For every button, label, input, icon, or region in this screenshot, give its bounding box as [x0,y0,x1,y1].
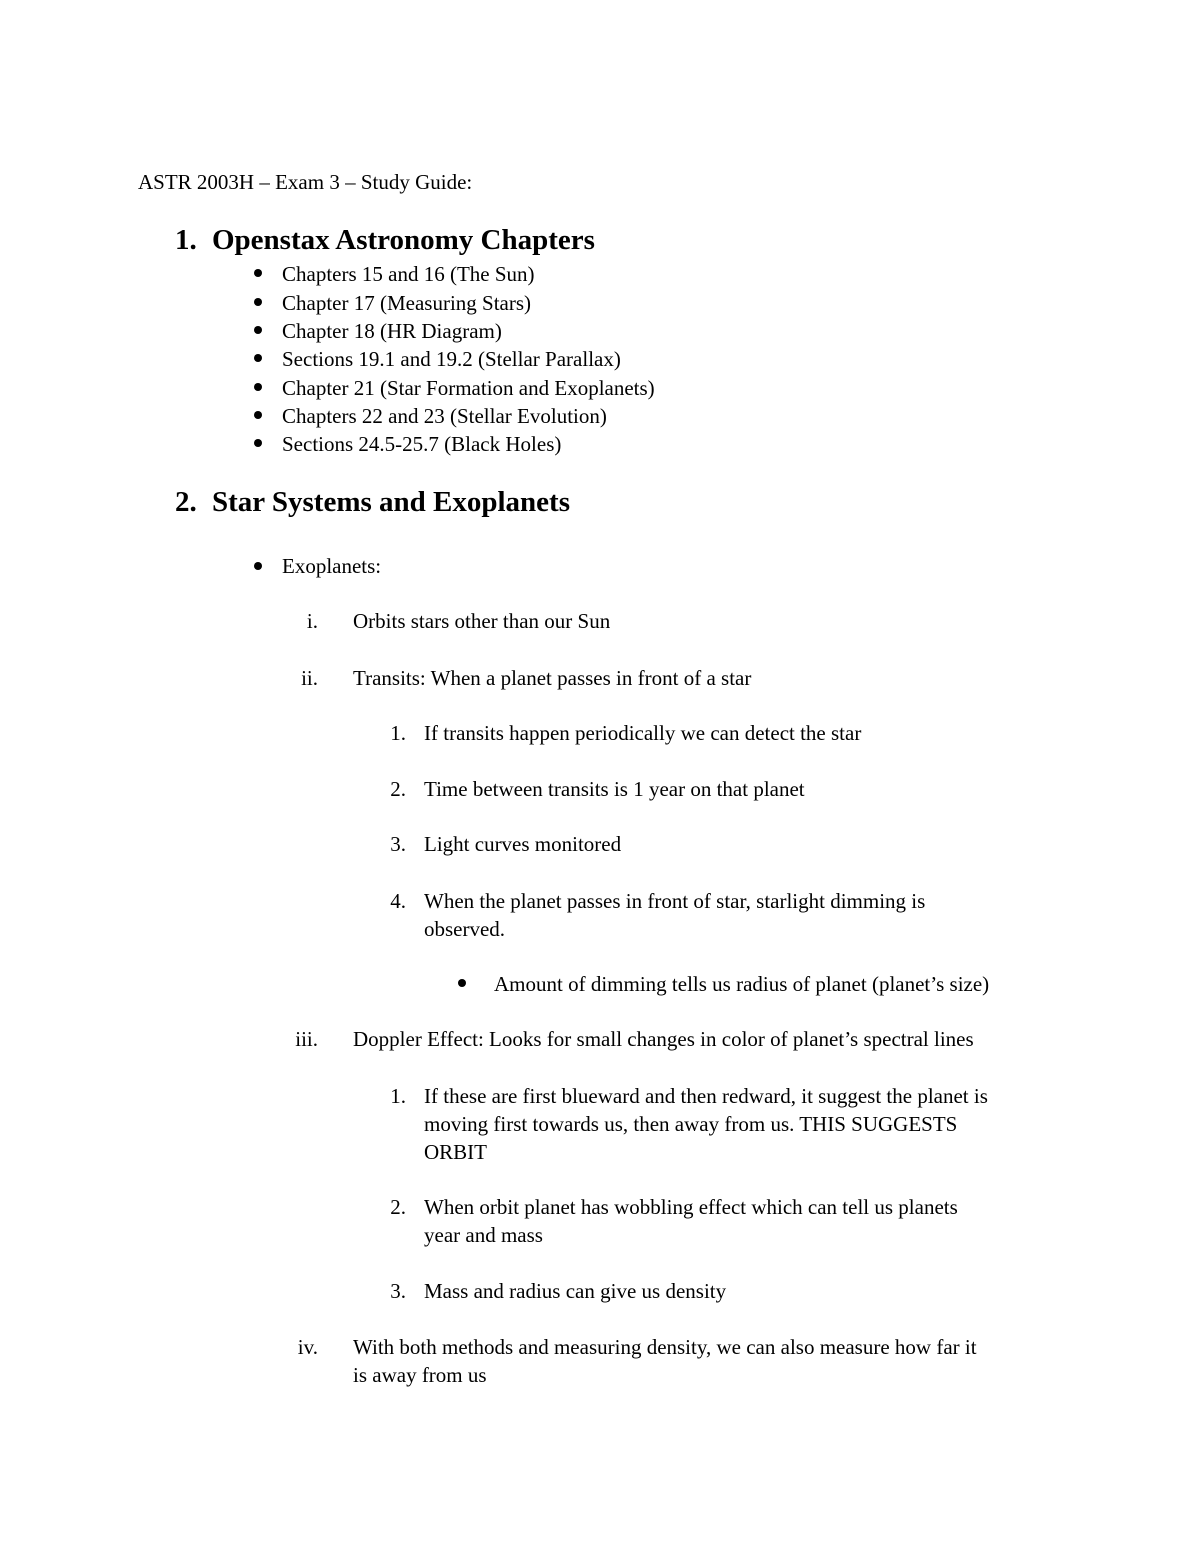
numbered-item-text: When the planet passes in front of star, starlight dimming is [424,889,926,913]
section-1-number: 1. [175,224,197,256]
numbered-item-text: ORBIT [424,1140,487,1164]
bullet-icon [254,383,262,391]
section-1-heading: Openstax Astronomy Chapters [212,224,595,256]
roman-marker: ii. [301,666,318,690]
numbered-item-text: When orbit planet has wobbling effect which can tell us planets [424,1195,958,1219]
chapter-list-item: Sections 19.1 and 19.2 (Stellar Parallax) [282,347,621,371]
numbered-item-text: If these are first blueward and then redward, it suggest the planet is [424,1084,988,1108]
numbered-marker: 1. [390,721,406,745]
chapter-list-item: Chapters 15 and 16 (The Sun) [282,262,535,286]
exoplanets-label: Exoplanets: [282,554,382,578]
chapter-list-item: Sections 24.5-25.7 (Black Holes) [282,432,562,456]
roman-item-text: Transits: When a planet passes in front of a star [353,666,752,690]
roman-item-text: is away from us [353,1363,487,1387]
bullet-icon [254,562,262,570]
numbered-item-text: year and mass [424,1223,543,1247]
chapter-list-item: Chapter 21 (Star Formation and Exoplanets) [282,376,655,400]
bullet-icon [254,354,262,362]
numbered-marker: 2. [390,777,406,801]
numbered-item-text: moving first towards us, then away from us. THIS SUGGESTS [424,1112,958,1136]
roman-item-text: Orbits stars other than our Sun [353,609,611,633]
roman-item-text: Doppler Effect: Looks for small changes in color of planet’s spectral lines [353,1027,974,1051]
bullet-icon [254,411,262,419]
section-2-number: 2. [175,486,197,518]
roman-marker: i. [306,609,318,633]
numbered-item-text: Time between transits is 1 year on that planet [424,777,805,801]
numbered-item-text: If transits happen periodically we can detect the star [424,721,862,745]
roman-marker: iii. [295,1027,318,1051]
numbered-marker: 2. [390,1195,406,1219]
bullet-icon [254,298,262,306]
numbered-item-text: Light curves monitored [424,832,622,856]
sub-bullet-text: Amount of dimming tells us radius of planet (planet’s size) [494,972,990,996]
numbered-marker: 3. [390,1279,406,1303]
bullet-icon [254,326,262,334]
bullet-icon [458,979,466,987]
section-2-heading: Star Systems and Exoplanets [212,486,570,518]
document-title: ASTR 2003H – Exam 3 – Study Guide: [138,170,473,194]
roman-item-text: With both methods and measuring density, we can also measure how far it [353,1335,977,1359]
numbered-marker: 3. [390,832,406,856]
chapter-list-item: Chapters 22 and 23 (Stellar Evolution) [282,404,607,428]
numbered-marker: 1. [390,1084,406,1108]
numbered-item-text: observed. [424,917,506,941]
chapter-list-item: Chapter 18 (HR Diagram) [282,319,502,343]
numbered-item-text: Mass and radius can give us density [424,1279,727,1303]
roman-marker: iv. [297,1335,318,1359]
bullet-icon [254,269,262,277]
numbered-marker: 4. [390,889,406,913]
chapter-list-item: Chapter 17 (Measuring Stars) [282,291,532,315]
bullet-icon [254,439,262,447]
